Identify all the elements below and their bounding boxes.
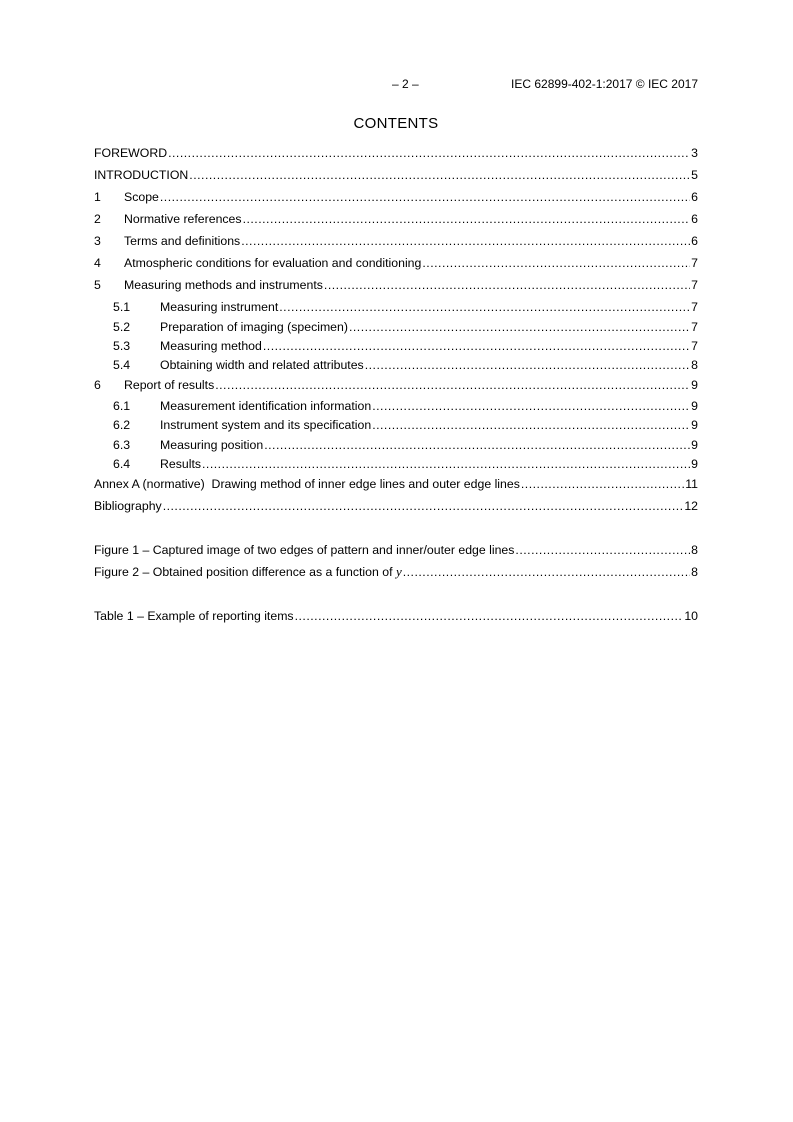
list-of-tables-entry-1[interactable]	[94, 608, 698, 624]
toc-entry-normative-references[interactable]	[94, 211, 698, 227]
toc-entry-page: 6	[691, 212, 698, 226]
dot-leader	[160, 189, 690, 205]
toc-entry-measurement-identification[interactable]	[94, 398, 698, 414]
toc-entry-number: 2	[94, 212, 101, 226]
dot-leader	[521, 476, 684, 492]
toc-entry-number: 6.2	[113, 418, 131, 432]
toc-entry-text: INTRODUCTION	[94, 168, 189, 182]
toc-entry-text: Results	[160, 457, 202, 471]
toc-entry-instrument-system[interactable]	[94, 417, 698, 433]
toc-entry-terms-and-definitions[interactable]	[94, 233, 698, 249]
toc-entry-number: 6.4	[113, 457, 131, 471]
toc-entry-page: 7	[691, 278, 698, 292]
toc-entry-text: Measuring methods and instruments	[124, 278, 323, 292]
toc-entry-bibliography[interactable]	[94, 498, 698, 514]
toc-entry-measuring-methods[interactable]	[94, 277, 698, 293]
toc-entry-text: Preparation of imaging (specimen)	[160, 320, 348, 334]
toc-entry-page: 8	[691, 358, 698, 372]
toc-entry-text: Instrument system and its specification	[160, 418, 372, 432]
toc-entry-annex-a[interactable]	[94, 476, 698, 492]
dot-leader	[202, 456, 690, 472]
dot-leader	[243, 211, 691, 227]
toc-entry-obtaining-width[interactable]	[94, 357, 698, 373]
toc-entry-number: 1	[94, 190, 101, 204]
dot-leader	[372, 398, 690, 414]
toc-entry-measuring-instrument[interactable]	[94, 299, 698, 315]
page-header	[94, 75, 698, 93]
dot-leader	[295, 608, 684, 624]
toc-entry-text: Measuring method	[160, 339, 262, 353]
document-id: IEC 62899-402-1:2017 © IEC 2017	[511, 77, 698, 91]
page-number: – 2 –	[392, 77, 419, 91]
dot-leader	[349, 319, 690, 335]
toc-entry-page: 3	[691, 146, 698, 160]
dot-leader	[189, 167, 690, 183]
toc-entry-page: 9	[691, 438, 698, 452]
toc-entry-page: 7	[691, 300, 698, 314]
toc-entry-text: Obtaining width and related attributes	[160, 358, 364, 372]
dot-leader	[163, 498, 684, 514]
figure-entry-variable: y	[395, 564, 402, 579]
toc-entry-number: 5.4	[113, 358, 131, 372]
toc-entry-page: 9	[691, 457, 698, 471]
dot-leader	[263, 338, 690, 354]
toc-entry-number: 4	[94, 256, 101, 270]
table-entry-text: Table 1 – Example of reporting items	[94, 609, 294, 623]
dot-leader	[324, 277, 690, 293]
toc-entry-text: Report of results	[124, 378, 215, 392]
toc-entry-text: Atmospheric conditions for evaluation and conditioning	[124, 256, 422, 270]
toc-entry-text: Scope	[124, 190, 159, 204]
list-of-figures-entry-2[interactable]	[94, 564, 698, 580]
dot-leader	[241, 233, 690, 249]
figure-entry-caption: Figure 2 – Obtained position difference as a function of	[94, 565, 396, 579]
toc-entry-measuring-method[interactable]	[94, 338, 698, 354]
dot-leader	[168, 145, 690, 161]
dot-leader	[365, 357, 690, 373]
list-of-figures-entry-1[interactable]	[94, 542, 698, 558]
toc-entry-text: Bibliography	[94, 499, 162, 513]
toc-entry-measuring-position[interactable]	[94, 437, 698, 453]
toc-entry-page: 7	[691, 339, 698, 353]
dot-leader	[264, 437, 690, 453]
toc-entry-text: Normative references	[124, 212, 242, 226]
toc-entry-number: 6.1	[113, 399, 131, 413]
figure-entry-text: Figure 1 – Captured image of two edges of pattern and inner/outer edge lines	[94, 543, 515, 557]
toc-entry-text: Measuring instrument	[160, 300, 279, 314]
toc-entry-page: 11	[685, 477, 698, 491]
toc-entry-report-of-results[interactable]	[94, 377, 698, 393]
toc-entry-page: 6	[691, 190, 698, 204]
toc-entry-preparation-of-imaging[interactable]	[94, 319, 698, 335]
table-entry-page: 10	[684, 609, 698, 623]
toc-entry-page: 12	[684, 499, 698, 513]
dot-leader	[372, 417, 690, 433]
toc-entry-page: 7	[691, 256, 698, 270]
toc-entry-text: Measuring position	[160, 438, 264, 452]
toc-entry-foreword[interactable]	[94, 145, 698, 161]
contents-title: CONTENTS	[353, 115, 439, 132]
toc-entry-number: 5.2	[113, 320, 131, 334]
toc-entry-text: Terms and definitions	[124, 234, 241, 248]
toc-entry-page: 5	[691, 168, 698, 182]
toc-entry-text: FOREWORD	[94, 146, 168, 160]
toc-entry-number: 6.3	[113, 438, 131, 452]
dot-leader	[403, 564, 690, 580]
dot-leader	[215, 377, 690, 393]
toc-entry-introduction[interactable]	[94, 167, 698, 183]
toc-entry-atmospheric-conditions[interactable]	[94, 255, 698, 271]
dot-leader	[515, 542, 690, 558]
toc-entry-page: 9	[691, 378, 698, 392]
toc-entry-number: 3	[94, 234, 101, 248]
dot-leader	[422, 255, 690, 271]
toc-entry-page: 6	[691, 234, 698, 248]
figure-entry-page: 8	[691, 543, 698, 557]
toc-entry-page: 9	[691, 418, 698, 432]
toc-entry-text: Annex A (normative) Drawing method of inner edge lines and outer edge lines	[94, 477, 520, 491]
dot-leader	[279, 299, 690, 315]
toc-entry-results[interactable]	[94, 456, 698, 472]
toc-entry-page: 9	[691, 399, 698, 413]
figure-entry-text	[94, 564, 402, 580]
toc-entry-scope[interactable]	[94, 189, 698, 205]
toc-entry-page: 7	[691, 320, 698, 334]
figure-entry-page: 8	[691, 565, 698, 579]
toc-entry-text: Measurement identification information	[160, 399, 372, 413]
toc-entry-number: 5.3	[113, 339, 131, 353]
toc-entry-number: 5	[94, 278, 101, 292]
toc-entry-number: 6	[94, 378, 101, 392]
toc-entry-number: 5.1	[113, 300, 131, 314]
